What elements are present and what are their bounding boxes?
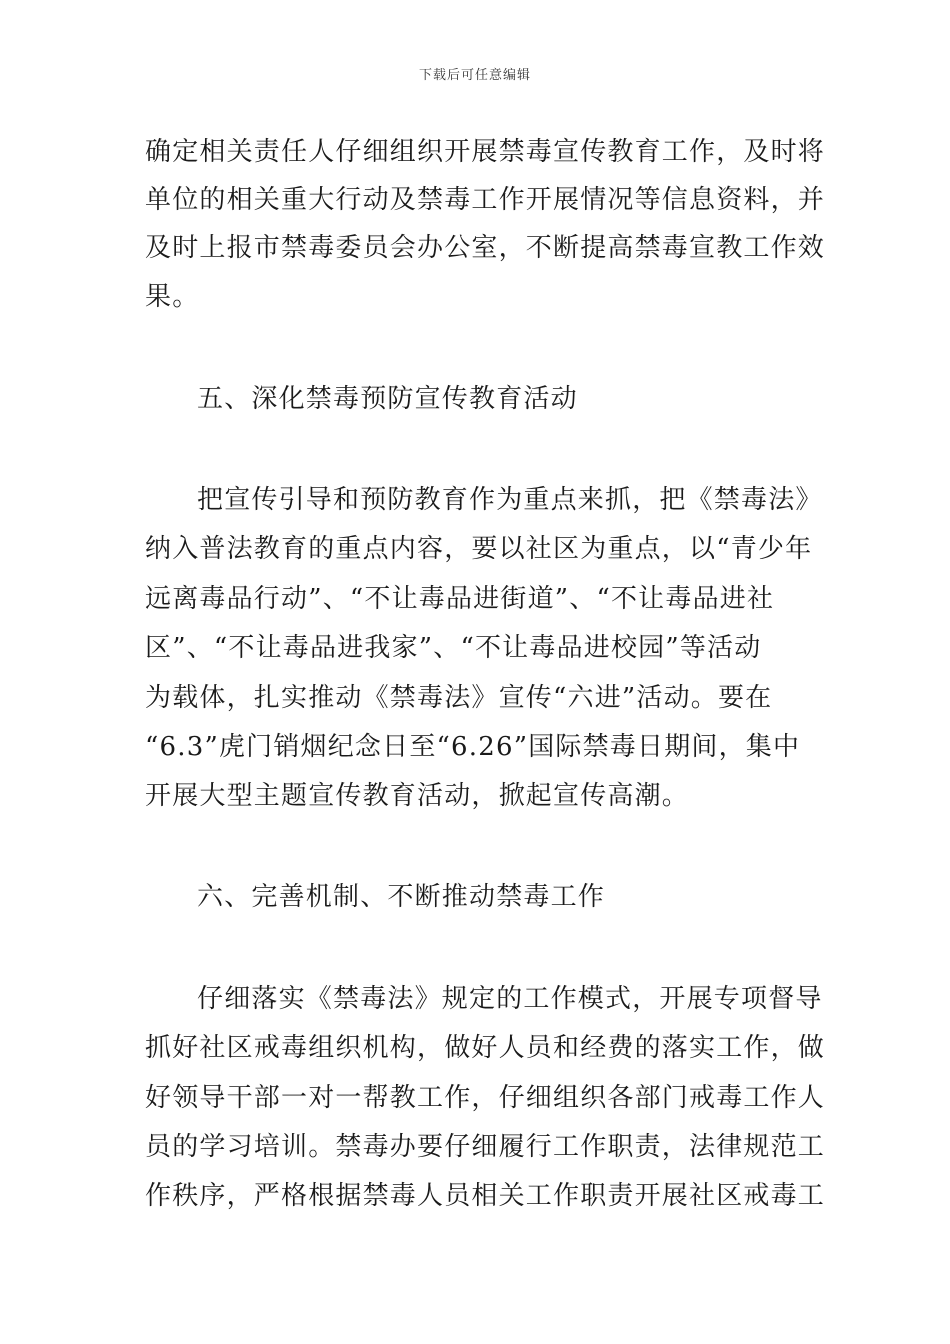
header-note: 下载后可任意编辑	[418, 68, 531, 83]
paragraph-1-line: 果。	[145, 282, 200, 312]
paragraph-1-line: 单位的相关重大行动及禁毒工作开展情况等信息资料，并	[145, 185, 826, 215]
paragraph-2-line: 纳入普法教育的重点内容，要以社区为重点，以“青少年	[145, 534, 813, 564]
section-heading-6: 六、完善机制、不断推动禁毒工作	[197, 882, 606, 912]
paragraph-3-line: 员的学习培训。禁毒办要仔细履行工作职责，法律规范工	[145, 1132, 826, 1162]
paragraph-1-line: 及时上报市禁毒委员会办公室，不断提高禁毒宣教工作效	[145, 233, 826, 263]
paragraph-3-line: 抓好社区戒毒组织机构，做好人员和经费的落实工作，做	[145, 1033, 826, 1063]
paragraph-2-line: 为载体，扎实推动《禁毒法》宣传“六进”活动。要在	[145, 683, 773, 713]
paragraph-2-line: 把宣传引导和预防教育作为重点来抓，把《禁毒法》	[197, 485, 823, 515]
paragraph-3-line: 仔细落实《禁毒法》规定的工作模式，开展专项督导	[197, 984, 823, 1014]
paragraph-1-line: 确定相关责任人仔细组织开展禁毒宣传教育工作，及时将	[145, 137, 826, 167]
paragraph-3-line: 好领导干部一对一帮教工作，仔细组织各部门戒毒工作人	[145, 1083, 826, 1113]
section-heading-5: 五、深化禁毒预防宣传教育活动	[197, 384, 578, 414]
paragraph-2-line: 区”、“不让毒品进我家”、“不让毒品进校园”等活动	[145, 633, 762, 663]
paragraph-2-line: 开展大型主题宣传教育活动，掀起宣传高潮。	[145, 781, 690, 811]
paragraph-3-line: 作秩序，严格根据禁毒人员相关工作职责开展社区戒毒工	[145, 1181, 826, 1211]
paragraph-2-line: “6.3”虎门销烟纪念日至“6.26”国际禁毒日期间，集中	[145, 732, 801, 762]
paragraph-2-line: 远离毒品行动”、“不让毒品进街道”、“不让毒品进社	[145, 584, 775, 614]
